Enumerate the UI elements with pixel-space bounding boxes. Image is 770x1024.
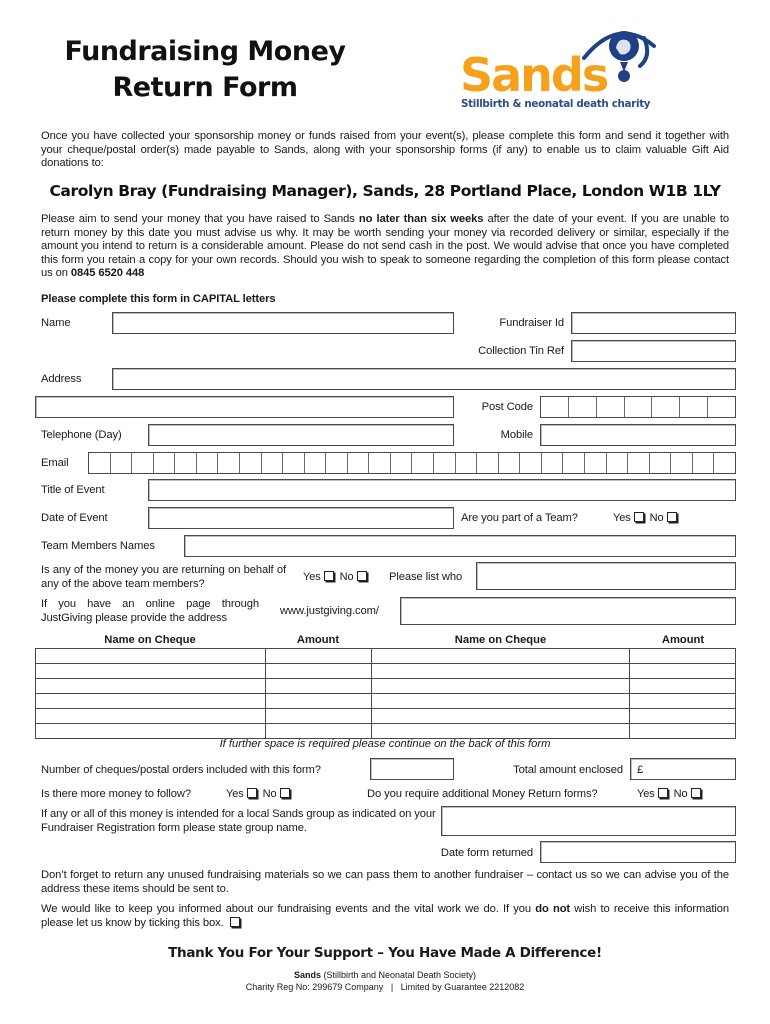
title-of-event-label: Title of Event [41, 484, 105, 496]
additional-forms-yes-label: Yes [637, 788, 655, 800]
table-row [36, 694, 736, 709]
footer-org-name: Sands [293, 970, 321, 980]
name-input[interactable] [112, 312, 454, 334]
footer-charity-reg: Charity Reg No: 299679 Company [245, 981, 384, 992]
email-char-box[interactable] [434, 453, 456, 473]
guidance-text-2: after the date of your event. If you are unable to return money by this date you must advise us why. It may be worth sending your money via recorded delivery or similar, especially if the amount you intend to return is a considerable amount. Please do not send cash in the post. We would advise that once you have completed this form you retain a copy for your own records. Should you wish to speak to someone regarding the completion of this form please contact us on [41, 213, 729, 280]
email-char-box[interactable] [348, 453, 370, 473]
num-cheques-label: Number of cheques/postal orders included with this form? [41, 764, 321, 776]
guidance-text-1: Please aim to send your money that you have raised to Sands [41, 213, 359, 225]
date-returned-label: Date form returned [440, 847, 533, 859]
currency-symbol: £ [637, 764, 644, 776]
post-code-label: Post Code [481, 401, 533, 413]
additional-forms-yes-no [637, 787, 707, 801]
optout-text-2: wish to receive this information please let us know by ticking this box. [41, 903, 729, 929]
team-members-label: Team Members Names [41, 540, 155, 552]
telephone-input[interactable] [148, 424, 454, 446]
email-char-box[interactable] [585, 453, 607, 473]
email-char-box[interactable] [240, 453, 262, 473]
fundraiser-id-label: Fundraiser Id [499, 317, 564, 329]
email-char-box[interactable] [262, 453, 284, 473]
cheque-amount-cell[interactable] [630, 679, 736, 694]
cheques-table [35, 648, 736, 739]
more-money-no-label: No [262, 788, 277, 800]
additional-forms-no-checkbox[interactable] [691, 788, 701, 798]
additional-forms-yes-checkbox[interactable] [658, 788, 668, 798]
email-char-box[interactable] [671, 453, 693, 473]
address-line-1-input[interactable] [112, 368, 736, 390]
more-money-label: Is there more money to follow? [41, 788, 191, 800]
email-char-box[interactable] [456, 453, 478, 473]
cheque-name-cell[interactable] [36, 694, 266, 709]
cheque-name-cell[interactable] [371, 724, 630, 739]
cheque-amount-cell[interactable] [265, 664, 371, 679]
more-money-yes-no [226, 787, 296, 801]
post-code-char-box[interactable] [652, 397, 680, 417]
cheque-amount-cell[interactable] [265, 694, 371, 709]
address-line-2-input[interactable] [35, 396, 454, 418]
table-row [36, 724, 736, 739]
post-code-char-box[interactable] [680, 397, 708, 417]
on-behalf-question: Is any of the money you are returning on behalf of any of the above team members? [41, 564, 286, 590]
table-row [36, 664, 736, 679]
additional-forms-label: Do you require additional Money Return forms? [367, 788, 598, 800]
total-amount-input[interactable] [630, 758, 736, 780]
email-char-box[interactable] [693, 453, 715, 473]
materials-note: Don’t forget to return any unused fundraising materials so we can pass them to another fundraiser – contact us so we can advise you of the address these items should be sent to. [41, 869, 729, 895]
title-of-event-input[interactable] [148, 479, 736, 501]
email-char-box[interactable] [326, 453, 348, 473]
post-code-char-box[interactable] [625, 397, 653, 417]
email-char-box[interactable] [628, 453, 650, 473]
optout-emphasis: do not [535, 903, 571, 915]
capitals-note: Please complete this form in CAPITAL letters [41, 293, 276, 305]
on-behalf-yes-label: Yes [303, 571, 321, 583]
cheque-name-cell[interactable] [371, 694, 630, 709]
collection-tin-label: Collection Tin Ref [478, 345, 564, 357]
footer-org-full: (Stillbirth and Neonatal Death Society) [320, 970, 477, 980]
optout-checkbox[interactable] [230, 917, 240, 927]
post-code-char-box[interactable] [541, 397, 569, 417]
footer-separator: | [390, 981, 394, 992]
num-cheques-input[interactable] [370, 758, 454, 780]
team-yes-no [613, 511, 683, 525]
email-char-box[interactable] [369, 453, 391, 473]
on-behalf-yes-checkbox[interactable] [324, 571, 334, 581]
footer-org-line [0, 970, 770, 982]
post-code-char-box[interactable] [708, 397, 735, 417]
email-char-box[interactable] [283, 453, 305, 473]
col-header-name-2: Name on Cheque [454, 634, 547, 646]
team-members-input[interactable] [184, 535, 736, 557]
local-group-question: If any or all of this money is intended for a local Sands group as indicated on your Fundraiser Registration form please state group name. [41, 808, 436, 834]
on-behalf-no-label: No [339, 571, 354, 583]
cheque-amount-cell[interactable] [265, 679, 371, 694]
cheque-name-cell[interactable] [371, 709, 630, 724]
form-title [40, 34, 370, 106]
guidance-paragraph [41, 213, 729, 281]
email-char-box[interactable] [477, 453, 499, 473]
email-char-box[interactable] [412, 453, 434, 473]
email-boxes[interactable] [88, 452, 736, 474]
team-question-label: Are you part of a Team? [461, 512, 578, 524]
cheque-name-cell[interactable] [371, 664, 630, 679]
justgiving-question: If you have an online page through JustGiving please provide the address [41, 598, 259, 624]
cheque-amount-cell[interactable] [630, 664, 736, 679]
col-header-amount-1: Amount [296, 634, 340, 646]
send-to-address: Carolyn Bray (Fundraising Manager), Sands, 28 Portland Place, London W1B 1LY [49, 182, 721, 200]
cheque-name-cell[interactable] [371, 649, 630, 664]
email-char-box[interactable] [132, 453, 154, 473]
team-no-checkbox[interactable] [667, 512, 677, 522]
cheque-amount-cell[interactable] [630, 694, 736, 709]
table-row [36, 709, 736, 724]
cheque-amount-cell[interactable] [265, 724, 371, 739]
on-behalf-no-checkbox[interactable] [357, 571, 367, 581]
logo-tagline: Stillbirth & neonatal death charity [461, 98, 651, 110]
team-yes-checkbox[interactable] [634, 512, 644, 522]
email-char-box[interactable] [154, 453, 176, 473]
cheque-name-cell[interactable] [371, 679, 630, 694]
post-code-boxes[interactable] [540, 396, 736, 418]
email-char-box[interactable] [607, 453, 629, 473]
email-label: Email [41, 457, 69, 469]
more-money-yes-checkbox[interactable] [247, 788, 257, 798]
team-no-label: No [649, 512, 664, 524]
col-header-amount-2: Amount [661, 634, 705, 646]
name-label: Name [41, 317, 71, 329]
cheque-amount-cell[interactable] [265, 649, 371, 664]
col-header-name-1: Name on Cheque [104, 634, 196, 646]
email-char-box[interactable] [89, 453, 111, 473]
cheque-name-cell[interactable] [36, 649, 266, 664]
thank-you-heading: Thank You For Your Support – You Have Made A Difference! [168, 945, 602, 961]
local-group-input[interactable] [441, 806, 736, 836]
optout-text-1: We would like to keep you informed about our fundraising events and the vital work we do. If you [41, 903, 536, 915]
table-row [36, 649, 736, 664]
email-char-box[interactable] [111, 453, 133, 473]
optout-paragraph [41, 903, 729, 930]
email-char-box[interactable] [391, 453, 413, 473]
date-returned-input[interactable] [540, 841, 736, 863]
email-char-box[interactable] [197, 453, 219, 473]
cheque-amount-cell[interactable] [630, 709, 736, 724]
footer [0, 970, 770, 993]
post-code-char-box[interactable] [597, 397, 625, 417]
sands-logo [458, 22, 668, 114]
post-code-char-box[interactable] [569, 397, 597, 417]
form-title-line-1: Fundraising Money [64, 36, 346, 67]
more-money-no-checkbox[interactable] [280, 788, 290, 798]
logo-wordmark: Sands [460, 48, 608, 102]
fundraiser-id-input[interactable] [571, 312, 736, 334]
cheque-name-cell[interactable] [36, 664, 266, 679]
contact-phone: 0845 6520 448 [70, 267, 145, 280]
date-of-event-input[interactable] [148, 507, 454, 529]
email-char-box[interactable] [175, 453, 197, 473]
more-money-yes-label: Yes [226, 788, 244, 800]
mobile-label: Mobile [500, 429, 533, 441]
table-row [36, 679, 736, 694]
continue-on-back-note: If further space is required please continue on the back of this form [219, 738, 551, 750]
email-char-box[interactable] [520, 453, 542, 473]
email-char-box[interactable] [542, 453, 564, 473]
cheque-name-cell[interactable] [36, 724, 266, 739]
email-char-box[interactable] [563, 453, 585, 473]
email-char-box[interactable] [218, 453, 240, 473]
email-char-box[interactable] [305, 453, 327, 473]
collection-tin-input[interactable] [571, 340, 736, 362]
on-behalf-yes-no [303, 570, 373, 584]
justgiving-input[interactable] [400, 597, 736, 625]
intro-paragraph: Once you have collected your sponsorship money or funds raised from your event(s), please complete this form and send it together with your cheque/postal order(s) made payable to Sands, along with your sponsorship forms (if any) to enable us to claim valuable Gift Aid donations to: [41, 130, 729, 170]
address-label: Address [41, 373, 82, 385]
cheque-amount-cell[interactable] [265, 709, 371, 724]
additional-forms-no-label: No [673, 788, 688, 800]
total-amount-label: Total amount enclosed [513, 764, 623, 776]
team-yes-label: Yes [613, 512, 631, 524]
cheque-amount-cell[interactable] [630, 724, 736, 739]
email-char-box[interactable] [714, 453, 735, 473]
please-list-who-input[interactable] [476, 562, 736, 590]
footer-reg-line [0, 982, 770, 994]
email-char-box[interactable] [650, 453, 672, 473]
date-of-event-label: Date of Event [41, 512, 108, 524]
footer-limited: Limited by Guarantee 2212082 [400, 981, 525, 992]
cheque-name-cell[interactable] [36, 709, 266, 724]
telephone-label: Telephone (Day) [41, 429, 122, 441]
mobile-input[interactable] [540, 424, 736, 446]
form-title-line-2: Return Form [112, 72, 298, 103]
email-char-box[interactable] [499, 453, 521, 473]
cheque-amount-cell[interactable] [630, 649, 736, 664]
please-list-who-label: Please list who [389, 571, 463, 583]
eye-with-baby-tear-icon [580, 22, 660, 94]
deadline-emphasis: no later than six weeks [358, 213, 484, 225]
cheque-name-cell[interactable] [36, 679, 266, 694]
justgiving-prefix: www.justgiving.com/ [280, 605, 379, 617]
